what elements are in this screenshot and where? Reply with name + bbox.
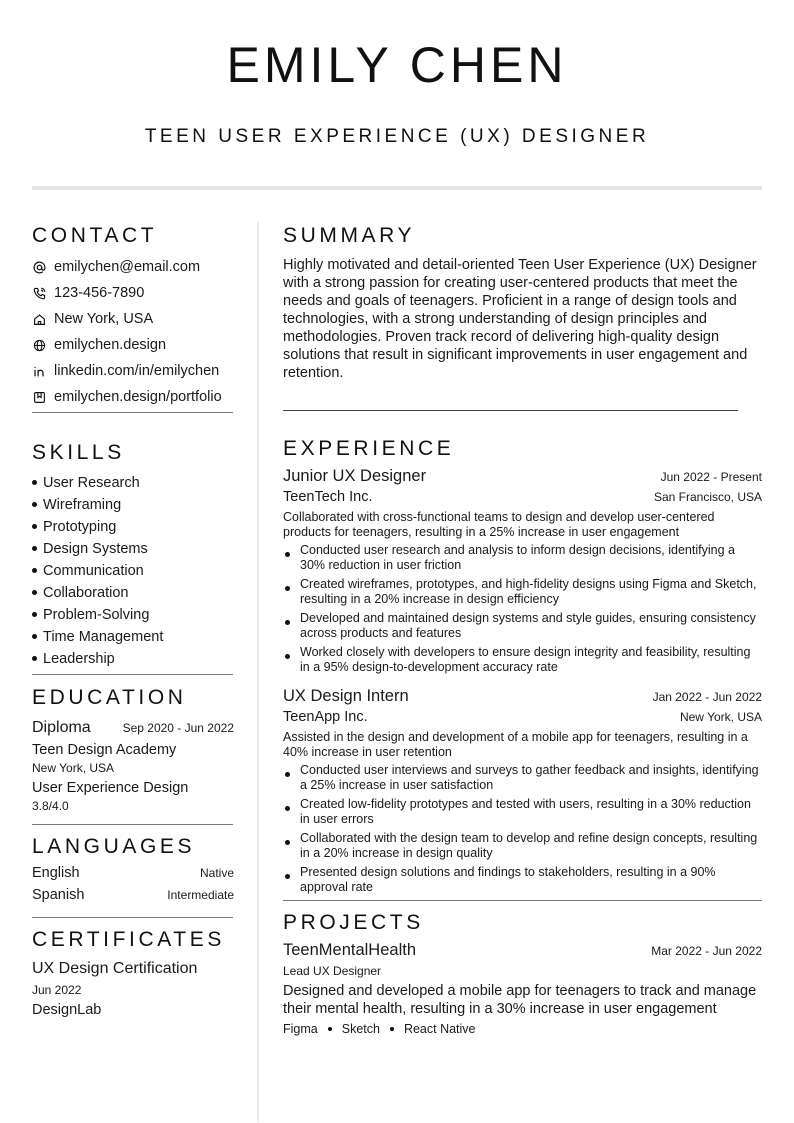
skill-item: Leadership [32, 648, 234, 670]
job-title: Junior UX Designer [283, 467, 427, 485]
skill-item: Design Systems [32, 538, 234, 560]
skill-item: Collaboration [32, 582, 234, 604]
skill-item: Problem-Solving [32, 604, 234, 626]
contact-website[interactable] [32, 332, 234, 358]
job-entry [283, 687, 762, 895]
job-company: TeenTech Inc. [283, 489, 373, 505]
language-item [32, 887, 234, 909]
job-bullet: Worked closely with developers to ensure design integrity and feasibility, resulting in a 95% design-to-development accuracy rate [283, 645, 762, 675]
contact-website-text: emilychen.design [54, 337, 167, 353]
column-divider [257, 222, 259, 1122]
at-icon [32, 260, 46, 274]
languages-section [32, 833, 234, 918]
contact-linkedin[interactable] [32, 358, 234, 384]
bullet-icon [32, 612, 37, 617]
linkedin-icon [32, 364, 46, 378]
language-item [32, 865, 234, 887]
job-bullet: Presented design solutions and findings to stakeholders, resulting in a 90% approval rate [283, 865, 762, 895]
summary-section [283, 222, 762, 411]
job-dates: Jan 2022 - Jun 2022 [652, 690, 762, 704]
contact-phone-text: 123-456-7890 [54, 285, 145, 301]
contact-divider [32, 412, 233, 413]
summary-divider [283, 410, 738, 411]
projects-heading: PROJECTS [283, 911, 424, 934]
education-field: User Experience Design [32, 780, 189, 796]
bullet-icon [32, 568, 37, 573]
education-section [32, 684, 234, 825]
contact-email-text: emilychen@email.com [54, 259, 201, 275]
project-tool: Sketch [341, 1022, 380, 1036]
skill-item: Wireframing [32, 494, 234, 516]
job-location: San Francisco, USA [653, 490, 762, 504]
education-heading: EDUCATION [32, 686, 187, 709]
project-role: Lead UX Designer [283, 964, 382, 978]
education-degree: Diploma [32, 719, 91, 736]
bullet-icon [32, 590, 37, 595]
resume-name: EMILY CHEN [226, 37, 568, 93]
right-column [283, 222, 762, 1036]
contact-portfolio-text: emilychen.design/portfolio [54, 389, 222, 405]
skills-section [32, 439, 234, 675]
language-name: Spanish [32, 887, 85, 903]
job-location: New York, USA [679, 710, 762, 724]
project-tool: Figma [283, 1022, 318, 1036]
skill-item: Time Management [32, 626, 234, 648]
education-location: New York, USA [32, 761, 115, 775]
job-bullet: Developed and maintained design systems and style guides, ensuring consistency across products and features [283, 611, 762, 641]
certificate-name: UX Design Certification [32, 960, 198, 977]
certificate-date: Jun 2022 [32, 983, 82, 997]
job-title: UX Design Intern [283, 687, 409, 705]
project-tools [283, 1022, 762, 1036]
job-bullet: Conducted user research and analysis to inform design decisions, identifying a 30% reduction in user friction [283, 543, 762, 573]
job-description: Collaborated with cross-functional teams to design and develop user-centered products for teenagers, resulting in a 25% increase in user engagement [283, 510, 715, 539]
languages-divider [32, 917, 233, 918]
project-tool: React Native [403, 1022, 476, 1036]
contact-email[interactable] [32, 254, 234, 280]
project-description: Designed and developed a mobile app for teenagers to track and manage their mental health, resulting in a 30% increase in user engagement [283, 983, 757, 1017]
contact-location [32, 306, 234, 332]
job-bullets [283, 763, 762, 895]
job-bullet: Created wireframes, prototypes, and high-fidelity designs using Figma and Sketch, resulting in a 20% increase in design efficiency [283, 577, 762, 607]
bullet-icon [32, 524, 37, 529]
globe-icon [32, 338, 46, 352]
education-school: Teen Design Academy [32, 742, 177, 758]
projects-section [283, 909, 762, 1036]
languages-list [32, 865, 234, 909]
skills-heading: SKILLS [32, 441, 125, 464]
bullet-icon [32, 502, 37, 507]
education-dates: Sep 2020 - Jun 2022 [122, 721, 234, 735]
bullet-icon [32, 480, 37, 485]
experience-heading: EXPERIENCE [283, 437, 455, 460]
project-dates: Mar 2022 - Jun 2022 [651, 944, 762, 958]
job-bullet: Created low-fidelity prototypes and tested with users, resulting in a 30% reduction in user errors [283, 797, 762, 827]
certificates-section [32, 926, 234, 1018]
job-bullet: Collaborated with the design team to develop and refine design concepts, resulting in a 20% increase in design quality [283, 831, 762, 861]
phone-icon [32, 286, 46, 300]
separator-dot [328, 1027, 332, 1031]
portfolio-icon [32, 390, 46, 404]
contact-heading: CONTACT [32, 224, 158, 247]
left-column [32, 222, 234, 1018]
separator-dot [390, 1027, 394, 1031]
summary-heading: SUMMARY [283, 224, 416, 247]
language-level: Native [199, 866, 234, 880]
experience-divider [283, 900, 762, 901]
language-name: English [32, 865, 80, 881]
job-entry [283, 467, 762, 675]
certificates-heading: CERTIFICATES [32, 928, 225, 951]
job-description: Assisted in the design and development of a mobile app for teenagers, resulting in a 40% increase in user retention [283, 730, 748, 759]
contact-portfolio[interactable] [32, 384, 234, 410]
contact-section [32, 222, 234, 413]
bullet-icon [32, 656, 37, 661]
skills-list [32, 472, 234, 670]
certificate-issuer: DesignLab [32, 1002, 102, 1018]
skill-item: User Research [32, 472, 234, 494]
education-gpa: 3.8/4.0 [32, 799, 69, 813]
header-divider [32, 186, 762, 190]
contact-phone[interactable] [32, 280, 234, 306]
education-divider [32, 824, 233, 825]
resume-title: TEEN USER EXPERIENCE (UX) DESIGNER [144, 126, 650, 147]
bullet-icon [32, 546, 37, 551]
contact-linkedin-text: linkedin.com/in/emilychen [54, 363, 220, 379]
summary-text: Highly motivated and detail-oriented Teen User Experience (UX) Designer with a strong passion for creating user-centered products that meet the needs and goals of teenagers. Proficient in a range of design tools and technologies, with a strong understanding of design principles and methodologies. Proven track record of delivering high-quality design solutions that result in significant improvements in user engagement and retention. [283, 257, 757, 381]
job-dates: Jun 2022 - Present [660, 470, 762, 484]
languages-heading: LANGUAGES [32, 835, 196, 858]
home-icon [32, 312, 46, 326]
project-name: TeenMentalHealth [283, 941, 416, 959]
skill-item: Communication [32, 560, 234, 582]
experience-section [283, 435, 762, 901]
job-company: TeenApp Inc. [283, 709, 368, 725]
job-bullet: Conducted user interviews and surveys to gather feedback and insights, identifying a 25% increase in user satisfaction [283, 763, 762, 793]
contact-location-text: New York, USA [54, 311, 154, 327]
language-level: Intermediate [167, 888, 234, 902]
skill-item: Prototyping [32, 516, 234, 538]
bullet-icon [32, 634, 37, 639]
skills-divider [32, 674, 233, 675]
job-bullets [283, 543, 762, 675]
